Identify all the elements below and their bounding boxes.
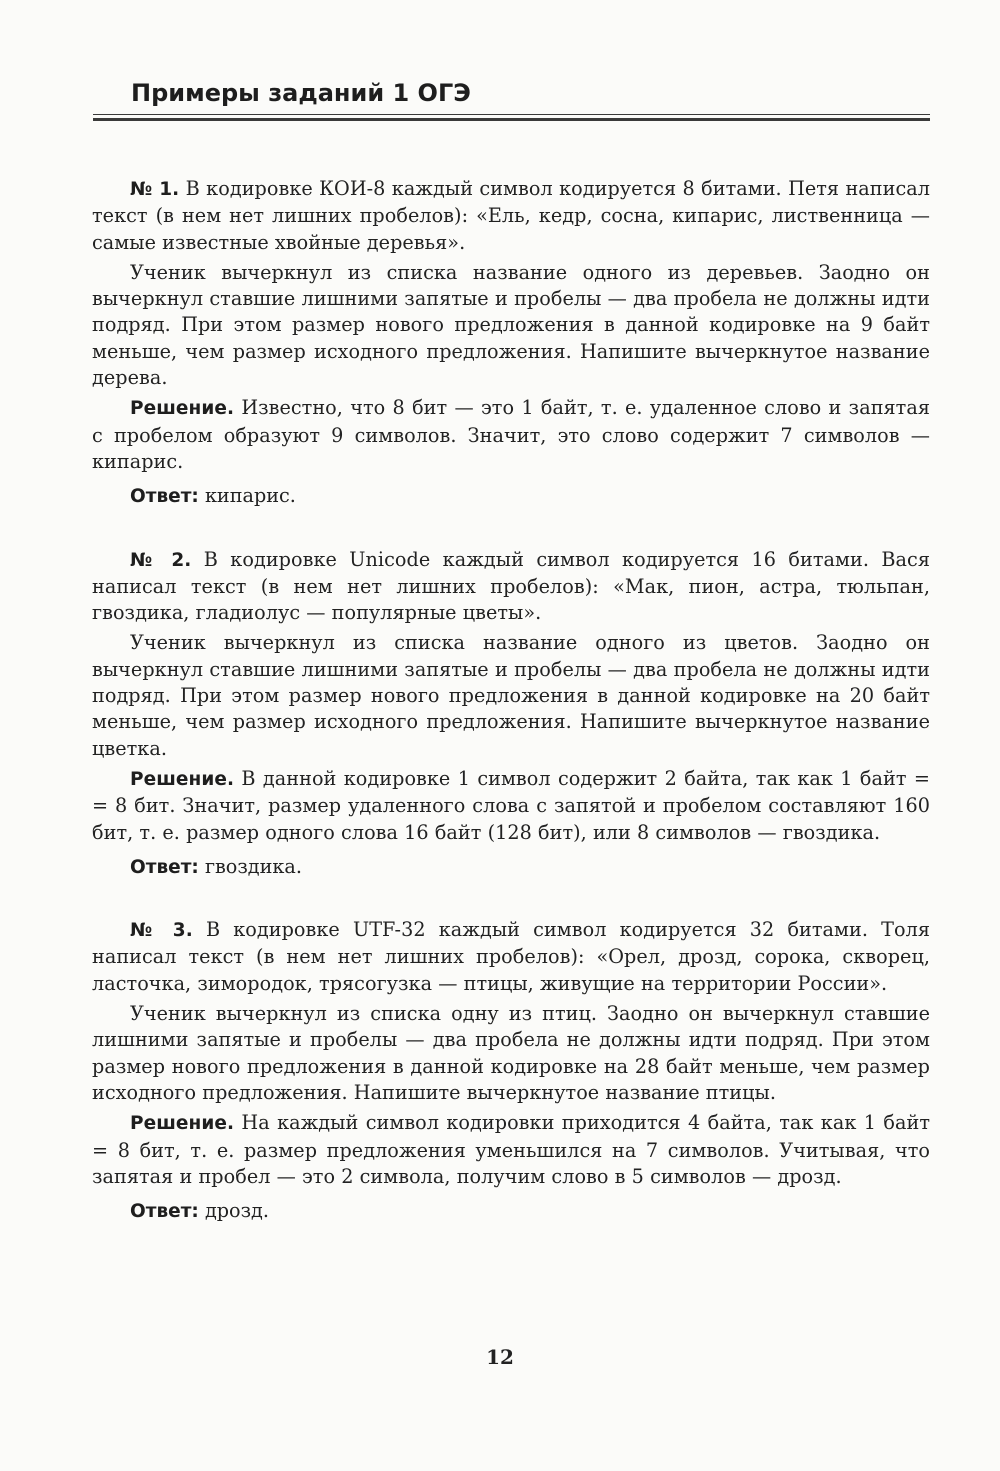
solution-label: Решение. — [130, 398, 235, 420]
task-2 — [92, 547, 930, 882]
solution-label: Решение. — [130, 1113, 235, 1135]
task-answer — [92, 1198, 930, 1225]
answer-text: дрозд. — [204, 1199, 269, 1223]
condition-text: В кодировке Unicode каждый символ кодируется 16 битами. Вася написал текст (в нем нет лишних пробелов): «Мак, пион, астра, тюльпан, гвоздика, гладиолус — популярные цветы». — [92, 547, 930, 625]
header-rule-thin — [93, 114, 930, 115]
task-solution — [92, 766, 930, 846]
page-title: Примеры заданий 1 ОГЭ — [131, 79, 471, 107]
solution-label: Решение. — [130, 768, 235, 790]
answer-label: Ответ: — [130, 486, 199, 508]
task-condition — [92, 917, 930, 997]
task-solution — [92, 395, 930, 475]
condition-text: В кодировке UTF-32 каждый символ кодируется 32 битами. Толя написал текст (в нем нет лишних пробелов): «Орел, дрозд, сорока, скворец, ласточка, зимородок, трясогузка — птицы, живущие на территории России». — [92, 918, 930, 995]
tasks-container — [92, 176, 930, 1261]
task-answer — [92, 483, 930, 510]
answer-label: Ответ: — [130, 856, 199, 878]
condition-text: В кодировке КОИ-8 каждый символ кодируется 8 битами. Петя написал текст (в нем нет лишних пробелов): «Ель, кедр, сосна, кипарис, лиственница — самые известные хвойные деревья». — [92, 177, 930, 254]
task-condition — [92, 547, 930, 627]
answer-text: кипарис. — [204, 484, 296, 508]
task-1 — [92, 176, 930, 511]
task-condition — [92, 176, 930, 256]
task-solution — [92, 1110, 930, 1190]
task-instruction: Ученик вычеркнул из списка название одного из цветов. Заодно он вычеркнул ставшие лишними запятые и пробелы — два пробела не должны идти подряд. При этом размер нового предложения в данной кодировке на 20 байт меньше, чем размер исходного предложения. Напишите вычеркнутое название цветка. — [92, 631, 930, 760]
solution-text: На каждый символ кодировки приходится 4 байта, так как 1 байт = 8 бит, т. е. размер предложения уменьшился на 7 символов. Учитывая, что запятая и пробел — это 2 символа, получим слово в 5 символов — дрозд. — [92, 1111, 930, 1188]
solution-text: В данной кодировке 1 символ содержит 2 байта, так как 1 байт = = 8 бит. Значит, размер удаленного слова с запятой и пробелом составляют 160 бит, т. е. размер одного слова 16 байт (128 бит), или 8 символов — гвоздика. — [92, 766, 930, 844]
task-instruction: Ученик вычеркнул из списка название одного из деревьев. Заодно он вычеркнул ставшие лишними запятые и пробелы — два пробела не должны идти подряд. При этом размер нового предложения в данной кодировке на 9 байт меньше, чем размер исходного предложения. Напишите вычеркнутое название дерева. — [92, 260, 930, 390]
task-number: № 3. — [130, 920, 193, 942]
task-number: № 1. — [130, 179, 180, 200]
task-answer — [92, 854, 930, 881]
task-instruction: Ученик вычеркнул из списка одну из птиц. Заодно он вычеркнул ставшие лишними запятые и пробелы — два пробела не должны идти подряд. При этом размер нового предложения в данной кодировке на 28 байт меньше, чем размер исходного предложения. Напишите вычеркнутое название птицы. — [92, 1002, 930, 1104]
solution-text: Известно, что 8 бит — это 1 байт, т. е. удаленное слово и запятая с пробелом образуют 9 символов. Значит, это слово содержит 7 символов — кипарис. — [92, 396, 930, 473]
header-rule-thick — [93, 118, 930, 121]
page-number: 12 — [486, 1345, 514, 1369]
answer-label: Ответ: — [130, 1201, 199, 1223]
task-3 — [92, 917, 930, 1225]
task-number: № 2. — [130, 549, 192, 571]
answer-text: гвоздика. — [204, 854, 302, 878]
